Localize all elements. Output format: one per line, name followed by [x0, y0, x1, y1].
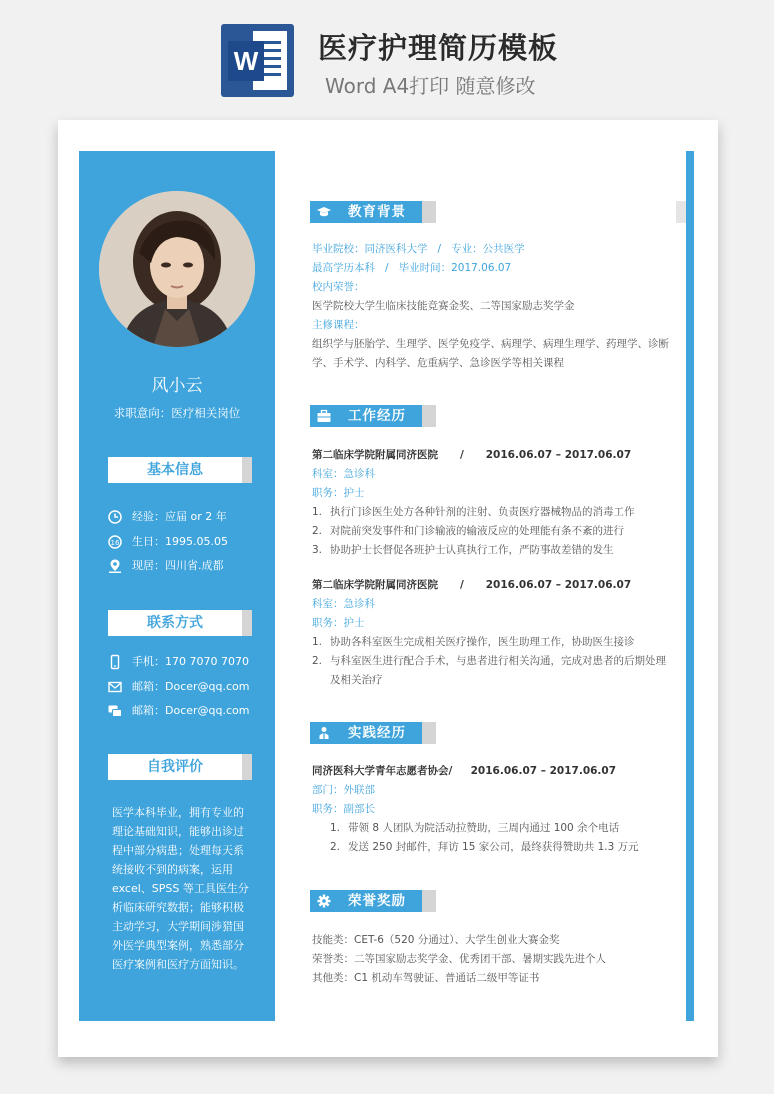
calendar-icon — [107, 534, 123, 550]
separator: / — [437, 243, 442, 255]
education-tab — [676, 201, 686, 223]
phone-icon — [107, 654, 123, 670]
dept-value: 急诊科 — [343, 598, 375, 610]
honors-label: 校内荣誉： — [312, 281, 365, 293]
chat-icon — [107, 703, 123, 719]
education-school-line — [312, 240, 672, 259]
basic-info-title: 基本信息 — [147, 462, 203, 478]
gear-icon — [316, 893, 332, 909]
practice-period: 2016.06.07 – 2017.06.07 — [470, 765, 617, 777]
job-1-period: 2016.06.07 – 2017.06.07 — [485, 449, 632, 461]
role-value: 护士 — [343, 617, 365, 629]
chat-label: 邮箱： — [132, 704, 165, 717]
experience-value: 应届 or 2 年 — [165, 510, 227, 523]
practice-body — [312, 762, 672, 857]
list-item: 1. 带领 8 人团队为院活动拉赞助，三周内通过 100 余个电话 — [330, 822, 620, 834]
list-item-text: 协助各科室医生完成相关医疗操作，医生助理工作，协助医生接诊 — [330, 636, 635, 648]
list-item: 2. 与科室医生进行配合手术，与患者进行相关沟通，完成对患者的后期处理及相关治疗 — [312, 655, 666, 686]
honors-value: 医学院校大学生临床技能竞赛金奖、二等国家励志奖学金 — [312, 300, 575, 312]
job-1-role — [312, 484, 672, 503]
banner-subtitle: Word A4打印 随意修改 — [325, 74, 536, 98]
job-intent: 求职意向：医疗相关岗位 — [113, 406, 241, 420]
practice-header — [312, 762, 672, 781]
chat-value: Docer@qq.com — [165, 704, 250, 717]
practice-heading — [310, 722, 434, 744]
info-row-birthday — [107, 533, 267, 551]
briefcase-icon — [316, 408, 332, 424]
banner-title: 医疗护理简历模板 — [318, 31, 559, 65]
job-1-dept — [312, 465, 672, 484]
list-item-text: 协助护士长督促各班护士认真执行工作，严防事故差错的发生 — [330, 544, 614, 556]
practice-org: 同济医科大学青年志愿者协会 — [312, 765, 449, 777]
award-value: 二等国家励志奖学金、优秀团干部、暑期实践先进个人 — [354, 953, 606, 965]
word-logo-letter: W — [228, 41, 264, 81]
role-label: 职务： — [312, 487, 344, 499]
awards-title: 荣誉奖励 — [348, 893, 406, 909]
role-value: 护士 — [343, 487, 365, 499]
resume-page — [58, 120, 718, 1057]
list-item: 3. 协助护士长督促各班护士认真执行工作，严防事故差错的发生 — [312, 544, 614, 556]
awards-body — [312, 931, 672, 988]
award-label: 技能类： — [312, 934, 354, 946]
evaluation-title: 自我评价 — [147, 759, 203, 775]
education-title: 教育背景 — [348, 204, 406, 220]
practice-title: 实践经历 — [348, 725, 406, 741]
banner — [0, 0, 774, 110]
job-2-org: 第二临床学院附属同济医院 — [312, 579, 438, 591]
experience-label: 经验： — [132, 510, 165, 523]
job-1-header — [312, 446, 672, 465]
award-value: CET-6（520 分通过）、大学生创业大赛金奖 — [354, 934, 560, 946]
graduation-time-label: 毕业时间： — [398, 262, 452, 274]
contact-row-email — [107, 678, 267, 696]
birthday-value: 1995.05.05 — [165, 535, 228, 548]
job-2-header — [312, 576, 672, 595]
list-item: 2. 对院前突发事件和门诊输液的输液反应的处理能有条不紊的进行 — [312, 525, 624, 537]
basic-info-heading — [108, 457, 252, 483]
major-label: 专业： — [451, 243, 483, 255]
list-item-text: 与科室医生进行配合手术，与患者进行相关沟通，完成对患者的后期处理及相关治疗 — [330, 655, 666, 686]
list-item-text: 发送 250 封邮件，拜访 15 家公司，最终获得赞助共 1.3 万元 — [348, 841, 639, 853]
list-item: 2. 发送 250 封邮件，拜访 15 家公司，最终获得赞助共 1.3 万元 — [330, 841, 639, 853]
award-row — [312, 950, 672, 969]
practice-dept — [312, 781, 672, 800]
dept-value: 急诊科 — [343, 468, 375, 480]
role-label: 职务： — [312, 617, 344, 629]
job-2-period: 2016.06.07 – 2017.06.07 — [485, 579, 632, 591]
mail-icon — [107, 679, 123, 695]
school-value: 同济医科大学 — [364, 243, 428, 255]
right-accent-bar — [686, 151, 694, 1021]
award-row — [312, 931, 672, 950]
avatar — [99, 191, 255, 347]
contact-row-chat — [107, 702, 267, 720]
candidate-name: 风小云 — [151, 376, 203, 396]
residence-value: 四川省.成都 — [165, 559, 224, 572]
list-item: 1. 协助各科室医生完成相关医疗操作，医生助理工作，协助医生接诊 — [312, 636, 635, 648]
award-label: 其他类： — [312, 972, 354, 984]
dept-label: 科室： — [312, 598, 344, 610]
graduation-cap-icon — [316, 204, 332, 220]
school-label: 毕业院校： — [312, 243, 365, 255]
dept-value: 外联部 — [343, 784, 375, 796]
portrait-image — [99, 191, 255, 347]
job-2-dept — [312, 595, 672, 614]
work-title: 工作经历 — [348, 408, 406, 424]
team-icon — [316, 725, 332, 741]
list-item-text: 执行门诊医生处方各种针剂的注射、负责医疗器械物品的消毒工作 — [330, 506, 635, 518]
sidebar — [79, 151, 275, 1021]
award-label: 荣誉类： — [312, 953, 354, 965]
role-value: 副部长 — [343, 803, 375, 815]
courses-value: 组织学与胚胎学、生理学、医学免疫学、病理学、病理生理学、药理学、诊断学、手术学、内科学、危重病学、急诊医学等相关课程 — [312, 338, 669, 369]
contact-heading — [108, 610, 252, 636]
email-label: 邮箱： — [132, 680, 165, 693]
dept-label: 部门： — [312, 784, 344, 796]
contact-title: 联系方式 — [147, 615, 203, 631]
residence-label: 现居： — [132, 559, 165, 572]
contact-row-phone — [107, 653, 267, 671]
education-degree-line — [312, 259, 672, 278]
graduation-time-value: 2017.06.07 — [451, 262, 512, 274]
list-item: 1. 执行门诊医生处方各种针剂的注射、负责医疗器械物品的消毒工作 — [312, 506, 635, 518]
education-heading — [310, 201, 434, 223]
phone-label: 手机： — [132, 655, 165, 668]
separator: / — [459, 579, 464, 591]
job-2-role — [312, 614, 672, 633]
job-1-org: 第二临床学院附属同济医院 — [312, 449, 438, 461]
phone-value: 170 7070 7070 — [165, 655, 249, 668]
awards-heading — [310, 890, 434, 912]
info-row-experience — [107, 508, 267, 526]
clock-icon — [107, 509, 123, 525]
email-value: Docer@qq.com — [165, 680, 250, 693]
role-label: 职务： — [312, 803, 344, 815]
info-row-residence — [107, 557, 267, 575]
work-job-2 — [312, 576, 672, 690]
work-job-1 — [312, 446, 672, 560]
birthday-label: 生日： — [132, 535, 165, 548]
list-item-text: 对院前突发事件和门诊输液的输液反应的处理能有条不紊的进行 — [330, 525, 624, 537]
location-icon — [107, 558, 123, 574]
work-heading — [310, 405, 434, 427]
dept-label: 科室： — [312, 468, 344, 480]
major-value: 公共医学 — [482, 243, 525, 255]
separator: / — [459, 449, 464, 461]
education-body — [312, 240, 672, 373]
svg-text:16: 16 — [110, 539, 120, 547]
award-row — [312, 969, 672, 988]
practice-role — [312, 800, 672, 819]
separator: / — [448, 765, 453, 777]
word-logo-icon — [221, 24, 294, 97]
list-item-text: 带领 8 人团队为院活动拉赞助，三周内通过 100 余个电话 — [348, 822, 620, 834]
award-value: C1 机动车驾驶证、普通话二级甲等证书 — [354, 972, 540, 984]
separator: / — [385, 262, 389, 274]
degree-label: 最高学历本科 — [312, 262, 375, 274]
evaluation-text: 医学本科毕业，拥有专业的理论基础知识，能够出诊过程中部分病患；处理每天系统接收不到的病案，运用excel、SPSS 等工具医生分析临床研究数据；能够积极主动学习，大学期间涉猎国外医学典型案例，熟悉部分医疗案例和医疗方面知识。 — [112, 806, 249, 971]
evaluation-heading — [108, 754, 252, 780]
courses-label: 主修课程： — [312, 319, 365, 331]
